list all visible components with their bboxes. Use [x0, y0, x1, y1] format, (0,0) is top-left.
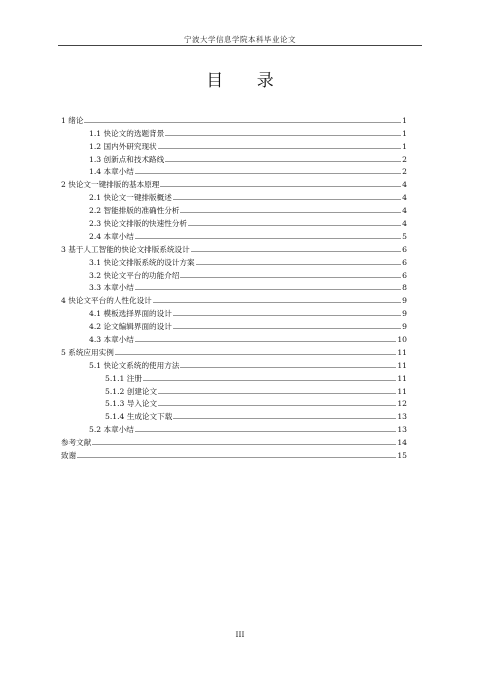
toc-entry-title: 1.4 本章小结	[89, 167, 134, 177]
toc-leader-dots	[158, 393, 396, 394]
toc-leader-dots	[165, 161, 401, 162]
toc-leader-dots	[165, 135, 401, 136]
toc-leader-dots	[143, 380, 396, 381]
toc-entry-page: 13	[397, 412, 407, 422]
toc-leader-dots	[84, 122, 401, 123]
toc-entry-title: 1.2 国内外研究现状	[89, 141, 157, 151]
toc-entry-page: 6	[402, 244, 407, 254]
toc-leader-dots	[173, 199, 401, 200]
toc-entry[interactable]	[61, 421, 407, 434]
toc-entry[interactable]	[61, 241, 407, 254]
toc-leader-dots	[180, 277, 401, 278]
toc-entry[interactable]	[61, 215, 407, 228]
toc-entry-page: 4	[402, 206, 407, 216]
toc-title: 目 录	[206, 71, 288, 91]
toc-entry-title: 4.2 论文编辑界面的设计	[89, 322, 172, 332]
toc-entry[interactable]	[61, 370, 407, 383]
toc-entry-page: 13	[397, 425, 407, 435]
toc-entry[interactable]	[61, 164, 407, 177]
toc-entry[interactable]	[61, 112, 407, 125]
toc-leader-dots	[180, 212, 401, 213]
toc-leader-dots	[135, 431, 396, 432]
toc-entry-title: 2.1 快论文一键排版概述	[89, 193, 172, 203]
toc-leader-dots	[180, 367, 396, 368]
page-number: III	[235, 630, 245, 639]
toc-entry[interactable]	[61, 189, 407, 202]
page-header: 宁波大学信息学院本科毕业论文	[184, 35, 296, 44]
toc-entry-title: 4.3 本章小结	[89, 335, 134, 345]
toc-entry-page: 10	[397, 335, 407, 345]
toc-entry[interactable]	[61, 176, 407, 189]
toc-entry[interactable]	[61, 254, 407, 267]
toc-entry-title: 5.1.1 注册	[105, 373, 142, 383]
toc-leader-dots	[160, 186, 401, 187]
toc-entry-page: 9	[402, 309, 407, 319]
toc-entry-title: 1.1 快论文的选题背景	[89, 128, 165, 138]
toc-entry-page: 14	[397, 438, 407, 448]
toc-entry[interactable]	[61, 280, 407, 293]
toc-entry-page: 11	[397, 347, 407, 357]
toc-entry-title: 3 基于人工智能的快论文排版系统设计	[61, 244, 190, 254]
toc-entry-title: 2 快论文一键排版的基本原理	[61, 180, 160, 190]
toc-leader-dots	[135, 289, 401, 290]
toc-leader-dots	[77, 457, 396, 458]
toc-entry-title: 2.2 智能排版的准确性分析	[89, 206, 180, 216]
toc-entry[interactable]	[61, 318, 407, 331]
toc-leader-dots	[173, 328, 401, 329]
toc-leader-dots	[173, 315, 401, 316]
toc-leader-dots	[135, 341, 396, 342]
toc-entry[interactable]	[61, 434, 407, 447]
toc-entry-page: 1	[402, 128, 407, 138]
toc-entry-title: 4.1 模板选择界面的设计	[89, 309, 172, 319]
toc-entry[interactable]	[61, 292, 407, 305]
toc-entry-title: 2.3 快论文排版的快速性分析	[89, 219, 188, 229]
toc-leader-dots	[196, 264, 402, 265]
toc-entry-title: 5 系统应用实例	[61, 347, 114, 357]
toc-entry[interactable]	[61, 331, 407, 344]
toc-entry[interactable]	[61, 383, 407, 396]
header-rule	[58, 45, 422, 46]
toc-entry-title: 5.1.2 创建论文	[105, 386, 158, 396]
toc-entry-page: 11	[397, 360, 407, 370]
toc-entry-page: 4	[402, 180, 407, 190]
toc-entry-page: 2	[402, 154, 407, 164]
toc-leader-dots	[135, 238, 401, 239]
toc-entry-page: 11	[397, 373, 407, 383]
toc-entry-page: 9	[402, 322, 407, 332]
toc-entry-title: 1.3 创新点和技术路线	[89, 154, 165, 164]
toc-entry[interactable]	[61, 357, 407, 370]
toc-entry-title: 2.4 本章小结	[89, 231, 134, 241]
toc-entry-title: 4 快论文平台的人性化设计	[61, 296, 152, 306]
toc-entry-page: 2	[402, 167, 407, 177]
toc-entry-page: 11	[397, 386, 407, 396]
toc-leader-dots	[158, 405, 396, 406]
toc-entry-title: 5.1.3 导入论文	[105, 399, 158, 409]
toc-entry-page: 15	[397, 451, 407, 461]
toc-entry-page: 4	[402, 219, 407, 229]
toc-entry-title: 3.2 快论文平台的功能介绍	[89, 270, 180, 280]
toc-entry-title: 3.3 本章小结	[89, 283, 134, 293]
toc-leader-dots	[173, 418, 396, 419]
toc-entry-page: 1	[402, 115, 407, 125]
toc-leader-dots	[115, 354, 397, 355]
toc-entry-page: 6	[402, 270, 407, 280]
toc-entry-title: 1 绪论	[61, 115, 84, 125]
toc-entry[interactable]	[61, 228, 407, 241]
toc-entry[interactable]	[61, 267, 407, 280]
toc-entry[interactable]	[61, 408, 407, 421]
toc-entry[interactable]	[61, 305, 407, 318]
toc-entry-title: 5.1 快论文系统的使用方法	[89, 360, 180, 370]
toc-entry-page: 12	[397, 399, 407, 409]
toc-entry[interactable]	[61, 202, 407, 215]
toc-leader-dots	[135, 173, 401, 174]
toc-entry[interactable]	[61, 447, 407, 460]
toc-entry[interactable]	[61, 396, 407, 409]
toc-entry-page: 6	[402, 257, 407, 267]
toc-entry-title: 5.1.4 生成论文下载	[105, 412, 173, 422]
toc-entry-title: 5.2 本章小结	[89, 425, 134, 435]
toc-entry-page: 1	[402, 141, 407, 151]
toc-leader-dots	[158, 148, 402, 149]
toc-leader-dots	[92, 444, 396, 445]
toc-entry[interactable]	[61, 138, 407, 151]
toc-entry[interactable]	[61, 151, 407, 164]
toc-entry[interactable]	[61, 125, 407, 138]
toc-entry-title: 参考文献	[61, 438, 92, 448]
toc-leader-dots	[153, 302, 401, 303]
toc-entry-page: 5	[402, 231, 407, 241]
toc-entry-title: 3.1 快论文排版系统的设计方案	[89, 257, 195, 267]
toc-entry-page: 9	[402, 296, 407, 306]
toc-leader-dots	[191, 251, 401, 252]
table-of-contents	[61, 112, 407, 460]
toc-entry-title: 致谢	[61, 451, 77, 461]
toc-entry-page: 8	[402, 283, 407, 293]
toc-entry[interactable]	[61, 344, 407, 357]
toc-leader-dots	[188, 225, 401, 226]
toc-entry-page: 4	[402, 193, 407, 203]
